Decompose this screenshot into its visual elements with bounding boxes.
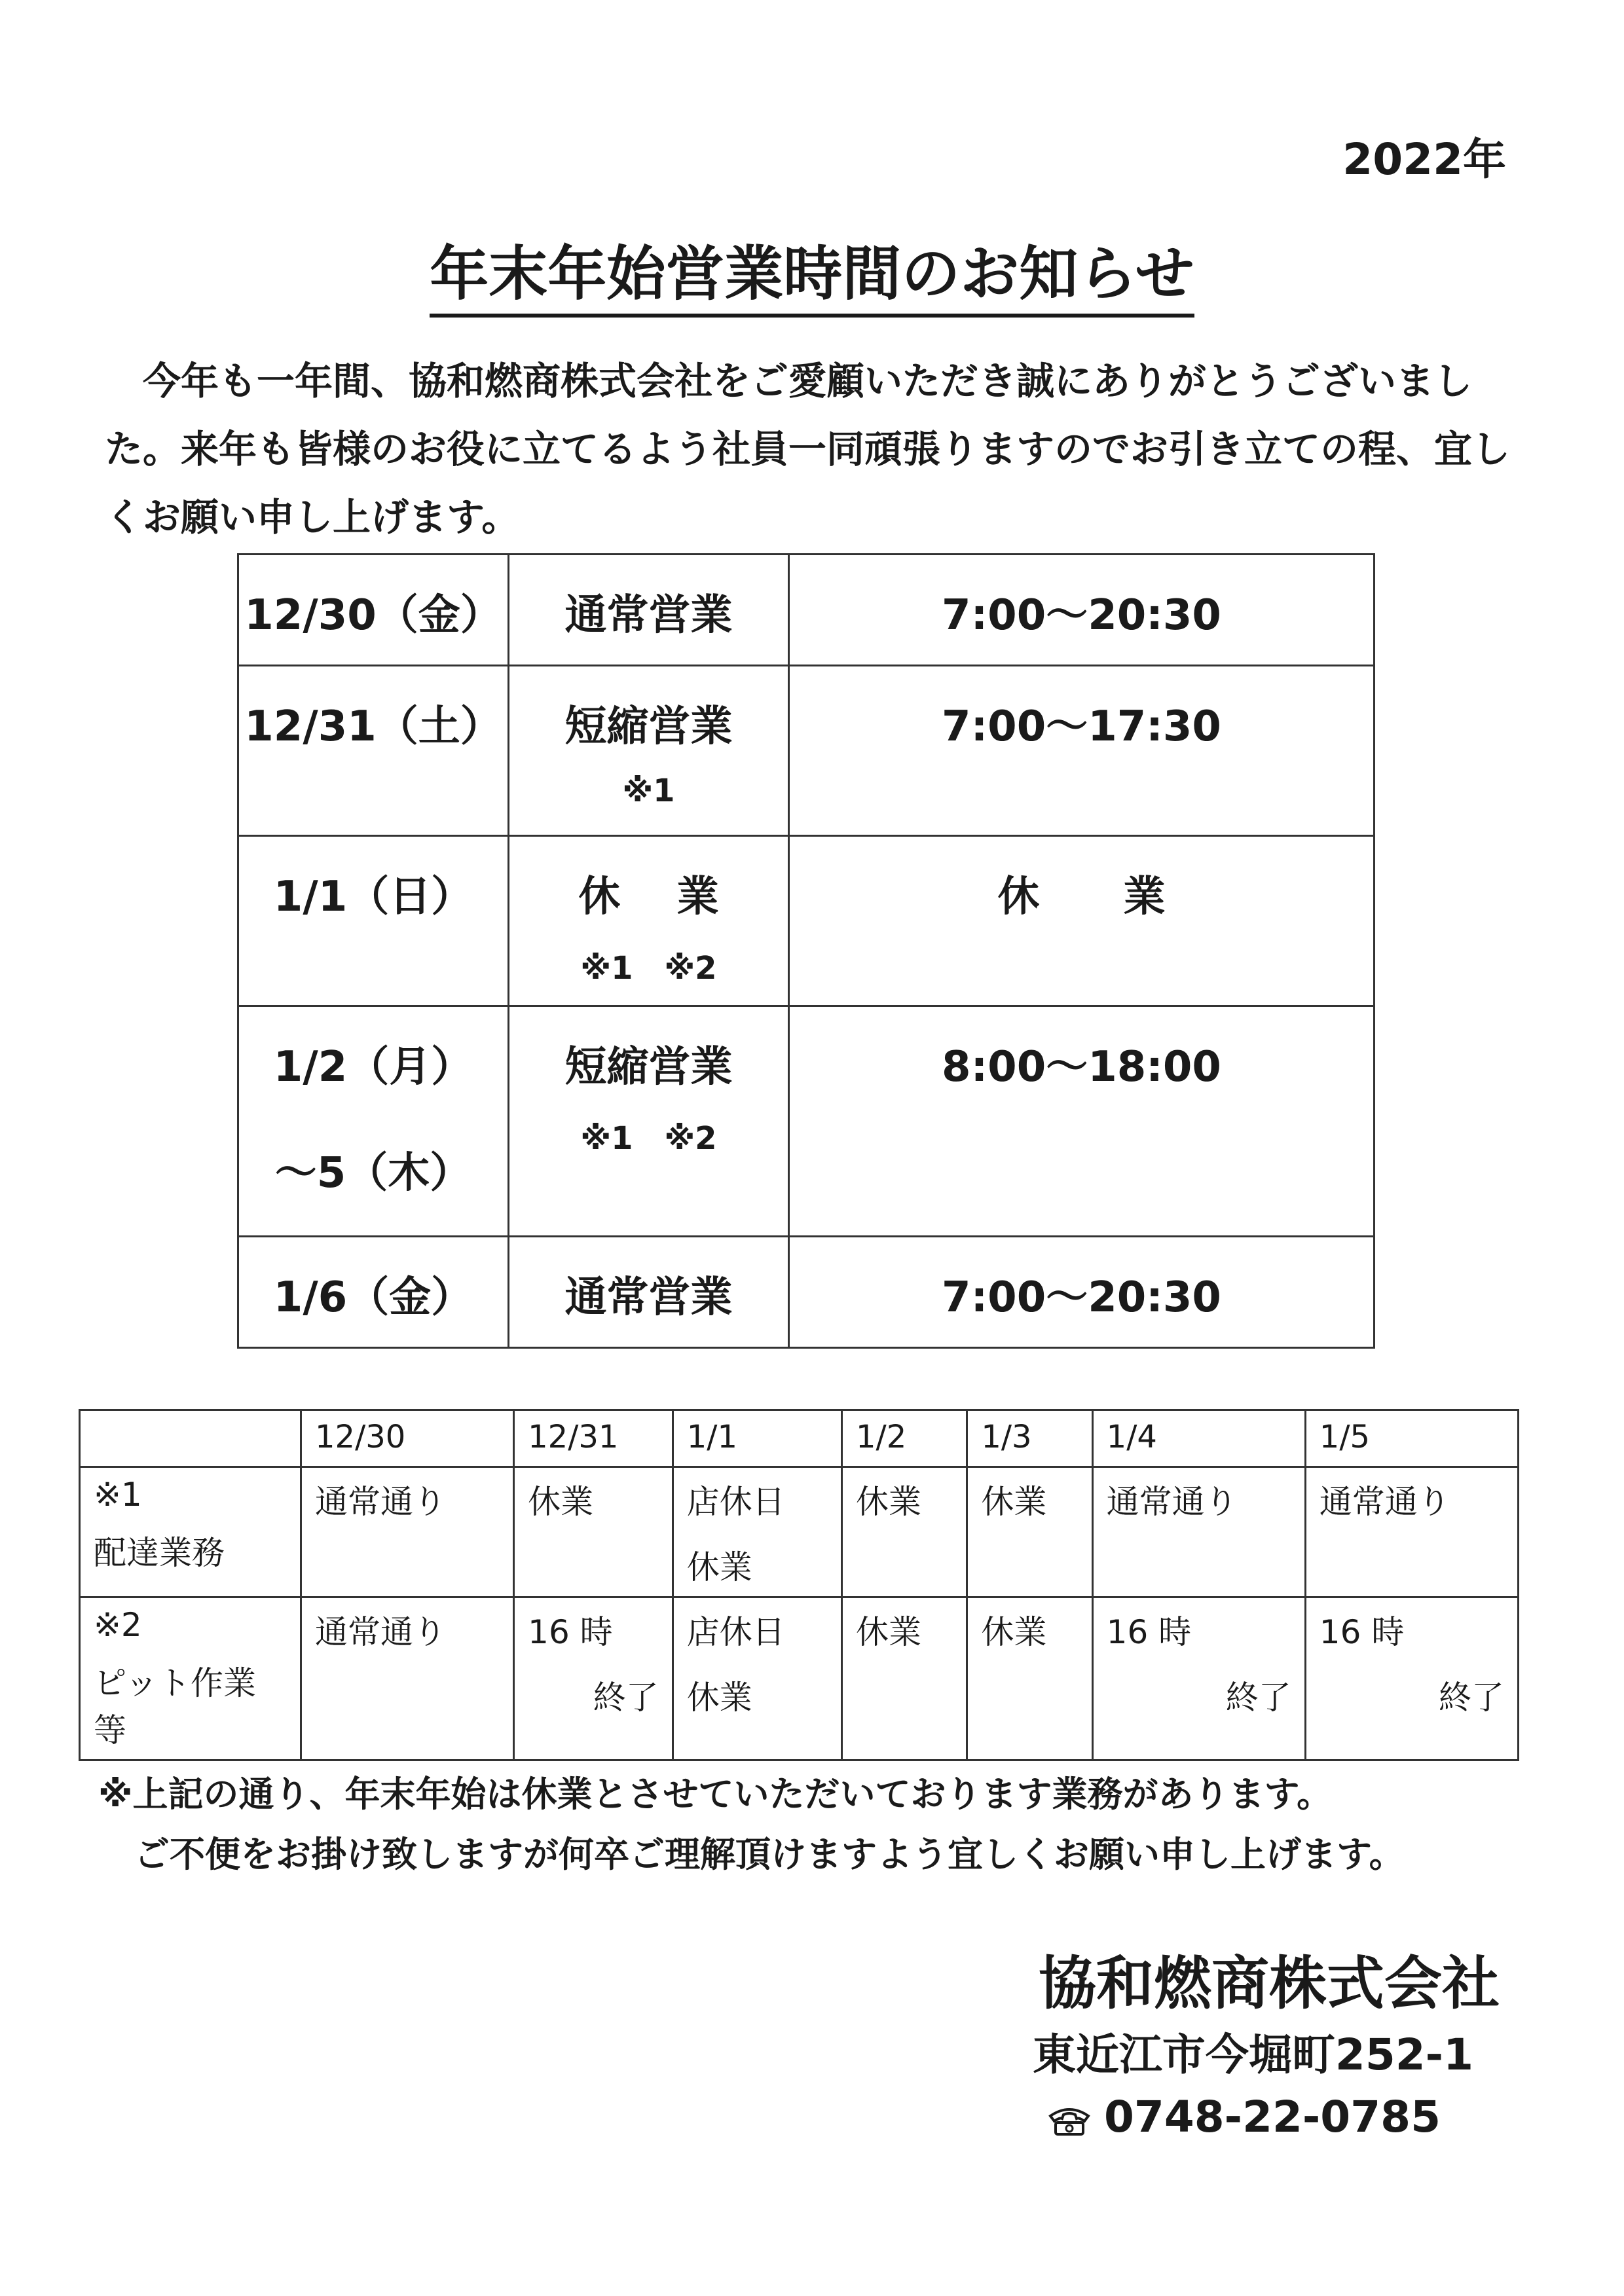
note-mark: ※1 xyxy=(622,773,675,809)
company-name: 協和燃商株式会社 xyxy=(1038,1950,1500,2017)
table-row: 1/2（月） ～5（木） 短縮営業 ※1 ※2 8:00～18:00 xyxy=(238,1006,1375,1237)
page-title: 年末年始営業時間のお知らせ xyxy=(0,226,1624,311)
year-label: 2022年 xyxy=(1342,134,1506,185)
table-row: 12/31（土） 短縮営業 ※1 7:00～17:30 xyxy=(238,666,1375,836)
operations-table xyxy=(79,1409,1519,1761)
day-header: 1/5 xyxy=(1305,1410,1518,1467)
company-phone: 0748-22-0785 xyxy=(1046,2092,1441,2142)
table-row: ※2 ピット作業等 通常通り 16 時 終了 店休日 休業 休業 休業 16 時 終了 16 時 終了 xyxy=(80,1597,1519,1760)
day-header: 1/4 xyxy=(1092,1410,1305,1467)
phone-icon xyxy=(1046,2103,1092,2137)
note-mark: ※1 ※2 xyxy=(580,950,717,987)
intro-text: 今年も一年間、協和燃商株式会社をご愛顧いただき誠にありがとうございました。来年も皆様のお役に立てるよう社員一同頑張りますのでお引き立ての程、宜しくお願い申し上げます。 xyxy=(105,359,1511,539)
day-header: 12/30 xyxy=(301,1410,514,1467)
day-header: 12/31 xyxy=(514,1410,673,1467)
table-row: ※1 配達業務 通常通り 休業 店休日 休業 休業 休業 通常通り 通常通り xyxy=(80,1467,1519,1597)
table-row: 12/30（金） 通常営業 7:00～20:30 xyxy=(238,555,1375,666)
note-mark: ※1 ※2 xyxy=(580,1120,717,1157)
notice-text: ※上記の通り、年末年始は休業とさせていただいております業務があります。 ご不便をお掛け致しますが何卒ご理解頂けますよう宜しくお願い申し上げます。 xyxy=(98,1774,1405,1875)
schedule-table xyxy=(237,553,1375,1349)
table-row: 1/6（金） 通常営業 7:00～20:30 xyxy=(238,1237,1375,1348)
day-header: 1/1 xyxy=(673,1410,841,1467)
table-row: 1/1（日） 休 業 ※1 ※2 休 業 xyxy=(238,836,1375,1006)
table-header-row xyxy=(80,1410,1519,1467)
day-header: 1/2 xyxy=(842,1410,967,1467)
company-address: 東近江市今堀町252-1 xyxy=(1032,2030,1473,2080)
day-header: 1/3 xyxy=(967,1410,1092,1467)
